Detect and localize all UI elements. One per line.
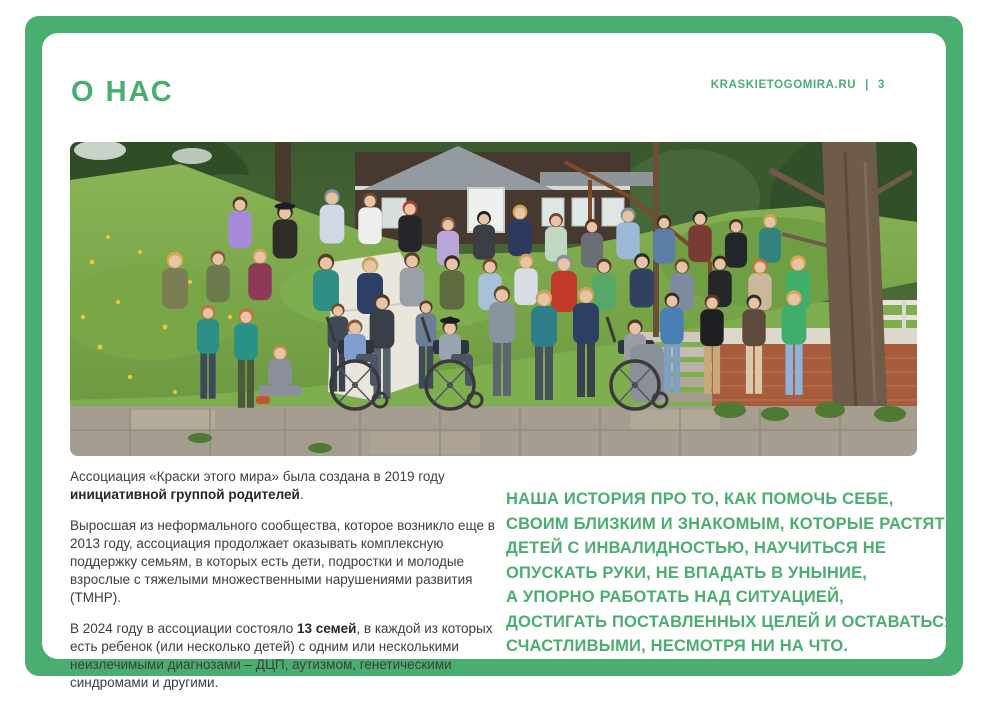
site-separator: | (865, 79, 869, 91)
about-paragraph: В 2024 году в ассоциации состояло 13 семей, в каждой из которых есть ребенок (или несколько детей) с одним или несколькими неизлечимыми диагнозами – ДЦП, аутизмом, генетическими синдромами и другими. (70, 621, 493, 690)
mission-line: СВОИМ БЛИЗКИМ И ЗНАКОМЫМ, КОТОРЫЕ РАСТЯТ (506, 514, 945, 533)
mission-line: ДЕТЕЙ С ИНВАЛИДНОСТЬЮ, НАУЧИТЬСЯ НЕ (506, 539, 887, 557)
mission-statement (506, 487, 957, 659)
mission-line: СЧАСТЛИВЫМИ, НЕСМОТРЯ НИ НА ЧТО. (506, 637, 849, 655)
page-title: О НАС (71, 76, 174, 108)
about-paragraph: Ассоциация «Краски этого мира» была создана в 2019 году инициативной группой родителей. (70, 469, 445, 502)
pavement (70, 402, 917, 456)
mission-line: А УПОРНО РАБОТАТЬ НАД СИТУАЦИЕЙ, (506, 588, 844, 606)
group-photo (70, 142, 917, 456)
site-url: KRASKIETOGOMIRA.RU (710, 79, 857, 91)
about-paragraphs (70, 468, 496, 705)
mission-line: НАША ИСТОРИЯ ПРО ТО, КАК ПОМОЧЬ СЕБЕ, (506, 490, 894, 508)
header-site-line (711, 79, 885, 91)
page-number: 3 (878, 79, 885, 91)
mission-line: ОПУСКАТЬ РУКИ, НЕ ВПАДАТЬ В УНЫНИЕ, (506, 563, 868, 582)
about-paragraph: Выросшая из неформального сообщества, которое возникло еще в 2013 году, ассоциация продолжает оказывать комплексную поддержку семьям, в которых есть дети, подростки и молодые взрослые с тяжелыми множественными нарушениями развития (ТМНР). (70, 518, 495, 605)
group-photo-illustration (70, 142, 917, 456)
mission-line: ДОСТИГАТЬ ПОСТАВЛЕННЫХ ЦЕЛЕЙ И ОСТАВАТЬСЯ (506, 612, 957, 631)
